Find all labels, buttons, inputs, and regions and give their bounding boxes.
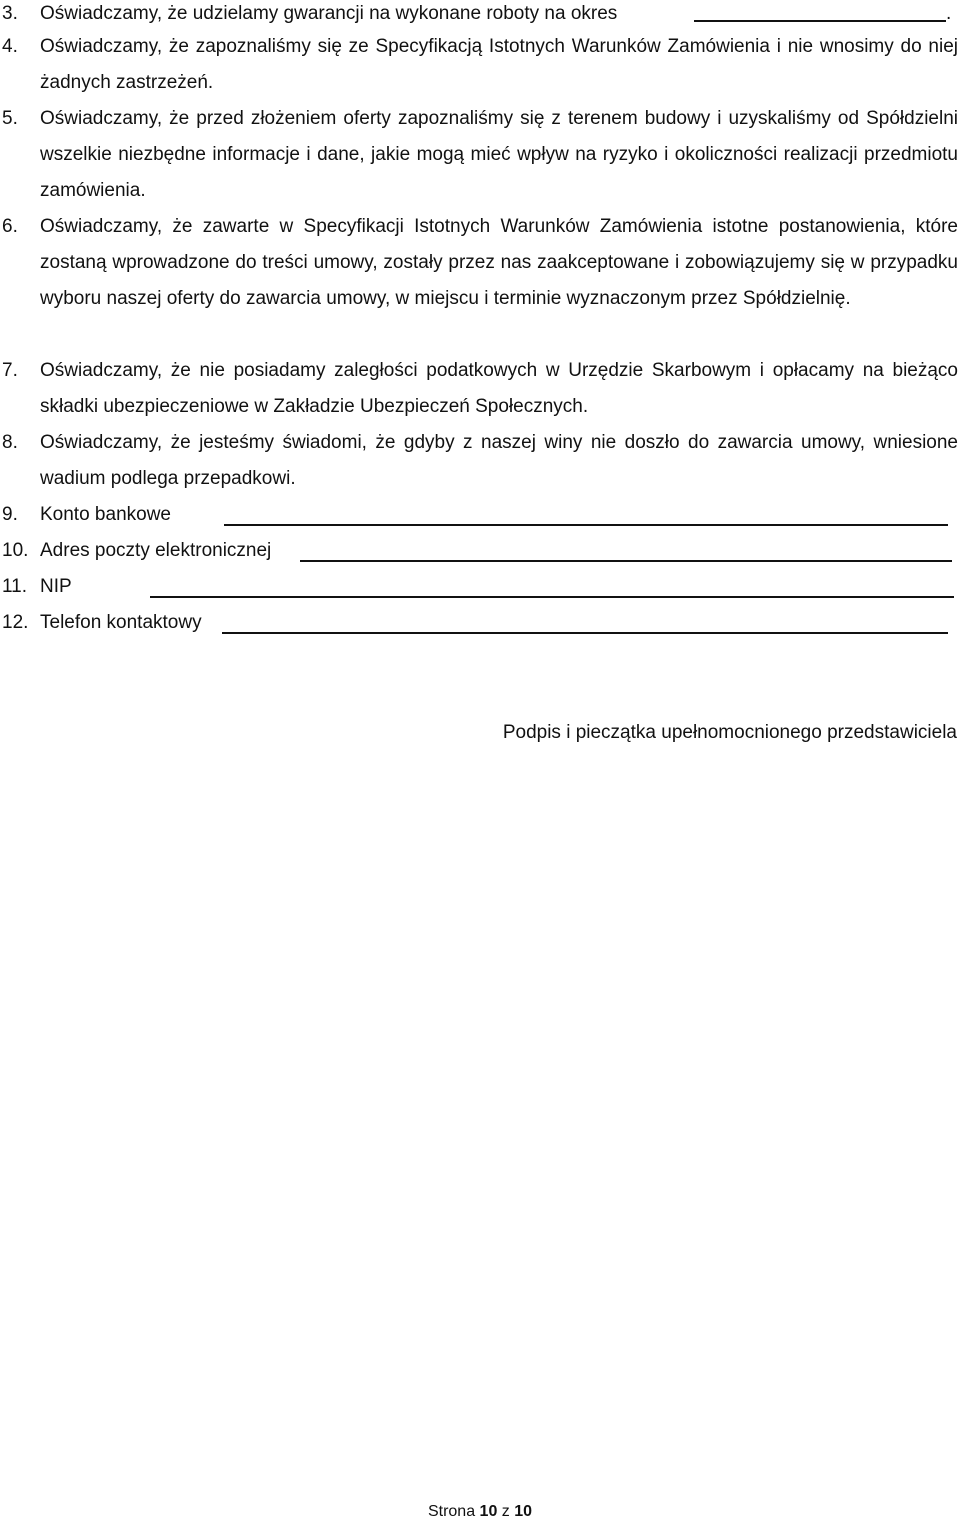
item-suffix: . — [946, 3, 952, 24]
item-number: 10. — [2, 540, 29, 561]
item-number: 8. — [2, 432, 18, 453]
current-page: 10 — [479, 1503, 498, 1520]
item-text: Oświadczamy, że zapoznaliśmy się ze Specyfikacją Istotnych Warunków Zamówienia i nie wnosimy do niej żadnych zastrzeżeń. — [40, 36, 958, 93]
list-item-7 — [0, 353, 958, 425]
item-label: Konto bankowe — [40, 504, 171, 525]
footer-prefix: Strona — [427, 1503, 476, 1520]
item-label: Adres poczty elektronicznej — [40, 540, 272, 561]
item-number: 6. — [2, 216, 18, 237]
item-label: Telefon kontaktowy — [40, 612, 202, 633]
list-item-6 — [0, 209, 958, 317]
bank-account-field[interactable] — [224, 524, 948, 526]
item-number: 4. — [2, 36, 18, 57]
list-item-5 — [0, 101, 958, 209]
item-text: Oświadczamy, że przed złożeniem oferty zapoznaliśmy się z terenem budowy i uzyskaliśmy od Spółdzielni wszelkie niezbędne informacje i dane, jakie mogą mieć wpływ na ryzyko i okoliczności realizacji przedmiotu zamówienia. — [40, 108, 958, 201]
item-label: NIP — [40, 576, 72, 597]
item-number: 11. — [2, 576, 28, 597]
item-number: 9. — [2, 504, 18, 525]
footer-separator: z — [501, 1503, 510, 1520]
nip-field[interactable] — [150, 596, 954, 598]
list-item-8 — [0, 425, 958, 497]
item-number: 5. — [2, 108, 18, 129]
item-number: 7. — [2, 360, 18, 381]
phone-field[interactable] — [222, 632, 948, 634]
signature-caption: Podpis i pieczątka upełnomocnionego przedstawiciela — [502, 722, 957, 743]
item-text: Oświadczamy, że jesteśmy świadomi, że gdyby z naszej winy nie doszło do zawarcia umowy, wniesione wadium podlega przepadkowi. — [40, 432, 958, 489]
item-text: Oświadczamy, że nie posiadamy zaległości podatkowych w Urzędzie Skarbowym i opłacamy na bieżąco składki ubezpieczeniowe w Zakładzie Ubezpieczeń Społecznych. — [40, 360, 958, 417]
item-number: 12. — [2, 612, 29, 633]
list-item-4 — [0, 29, 958, 101]
warranty-period-field[interactable] — [694, 20, 946, 22]
item-text: Oświadczamy, że zawarte w Specyfikacji Istotnych Warunków Zamówienia istotne postanowienia, które zostaną wprowadzone do treści umowy, zostały przez nas zaakceptowane i zobowiązujemy się w przypadku wyboru naszej oferty do zawarcia umowy, w miejscu i terminie wyznaczonym przez Spółdzielnię. — [40, 216, 958, 309]
email-field[interactable] — [300, 560, 952, 562]
page-footer — [0, 1500, 960, 1524]
total-pages: 10 — [514, 1503, 533, 1520]
item-text: Oświadczamy, że udzielamy gwarancji na wykonane roboty na okres — [40, 3, 618, 24]
item-number: 3. — [2, 3, 18, 24]
